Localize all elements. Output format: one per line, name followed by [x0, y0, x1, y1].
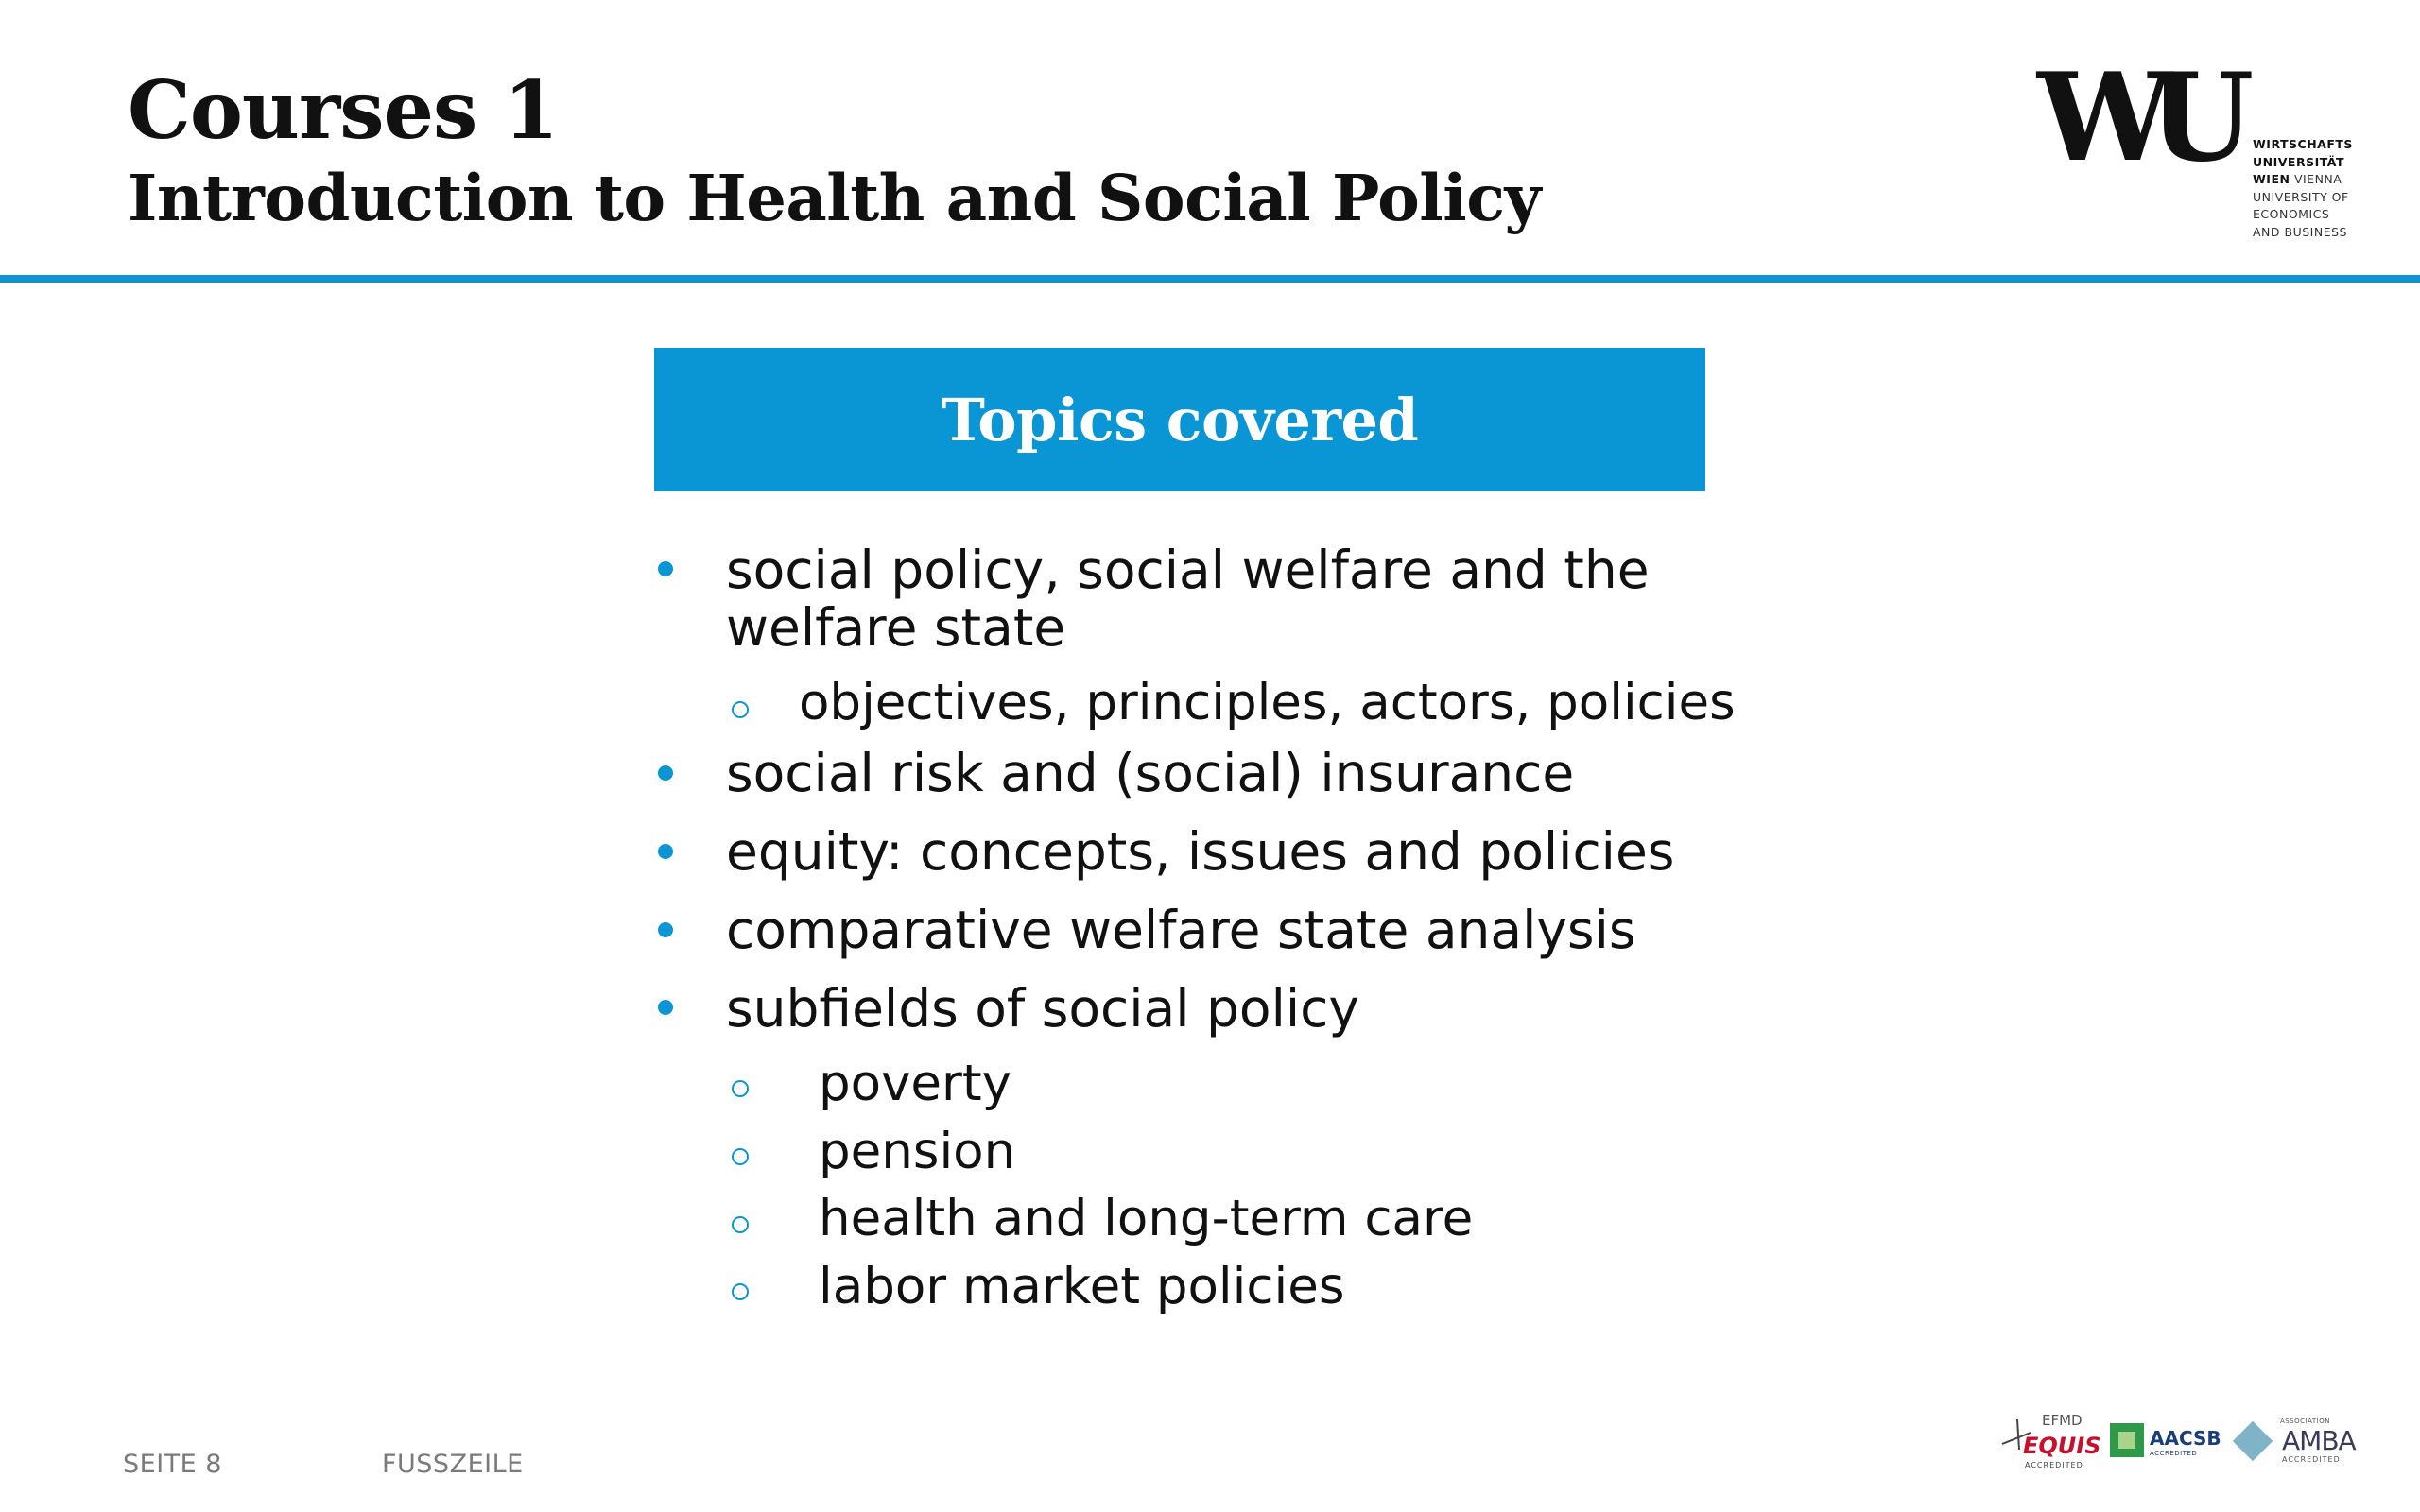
list-item: subfields of social policy [726, 978, 1359, 1039]
aacsb-logo [2110, 1419, 2228, 1471]
equis-top: EFMD [2042, 1412, 2083, 1429]
topics-heading: Topics covered [941, 385, 1419, 455]
bullet-icon [658, 765, 673, 781]
sub-bullet-icon [732, 1148, 749, 1165]
accreditation-logos [1996, 1410, 2360, 1476]
list-item-continued: welfare state [726, 597, 1066, 658]
sub-bullet-icon [732, 701, 749, 718]
list-subitem: health and long-term care [819, 1190, 1474, 1247]
bullet-icon [658, 922, 673, 937]
list-subitem: pension [819, 1123, 1016, 1180]
aacsb-word: AACSB [2150, 1427, 2221, 1450]
amba-logo [2235, 1418, 2360, 1474]
equis-logo [1996, 1410, 2100, 1476]
footer-page-number: SEITE 8 [123, 1450, 222, 1479]
bullet-icon [658, 844, 673, 859]
list-item: equity: concepts, issues and policies [726, 821, 1675, 882]
logo-line: ECONOMICS [2253, 207, 2330, 221]
bullet-icon [658, 561, 673, 576]
logo-line: WIRTSCHAFTS [2253, 137, 2353, 151]
footer-label: FUSSZEILE [382, 1450, 524, 1479]
sub-bullet-icon [732, 1283, 749, 1300]
list-subitem: poverty [819, 1055, 1011, 1112]
wu-logo-mark: WU [2037, 47, 2230, 189]
amba-word: AMBA [2282, 1425, 2356, 1456]
logo-line: UNIVERSITÄT [2253, 154, 2345, 169]
sub-bullet-icon [732, 1216, 749, 1233]
logo-line: AND BUSINESS [2253, 224, 2347, 239]
equis-sub: ACCREDITED [2025, 1461, 2083, 1469]
amba-sub: ACCREDITED [2282, 1455, 2341, 1464]
equis-word: EQUIS [2023, 1433, 2101, 1459]
list-subitem: objectives, principles, actors, policies [799, 674, 1736, 731]
amba-diamond-icon [2233, 1421, 2273, 1461]
list-item: social policy, social welfare and the [726, 540, 1650, 600]
list-item: social risk and (social) insurance [726, 743, 1575, 803]
logo-line: WIEN [2253, 172, 2290, 186]
slide-subtitle: Introduction to Health and Social Policy [128, 161, 1541, 235]
aacsb-sub: ACCREDITED [2150, 1450, 2198, 1457]
logo-line: UNIVERSITY OF [2253, 189, 2349, 204]
list-subitem: labor market policies [819, 1258, 1345, 1315]
amba-top: ASSOCIATION [2280, 1418, 2330, 1425]
slide-title: Courses 1 [128, 63, 558, 157]
sub-bullet-icon [732, 1080, 749, 1097]
bullet-icon [658, 1000, 673, 1015]
list-item: comparative welfare state analysis [726, 900, 1636, 960]
logo-line: VIENNA [2293, 172, 2342, 186]
aacsb-square-icon [2110, 1423, 2144, 1457]
